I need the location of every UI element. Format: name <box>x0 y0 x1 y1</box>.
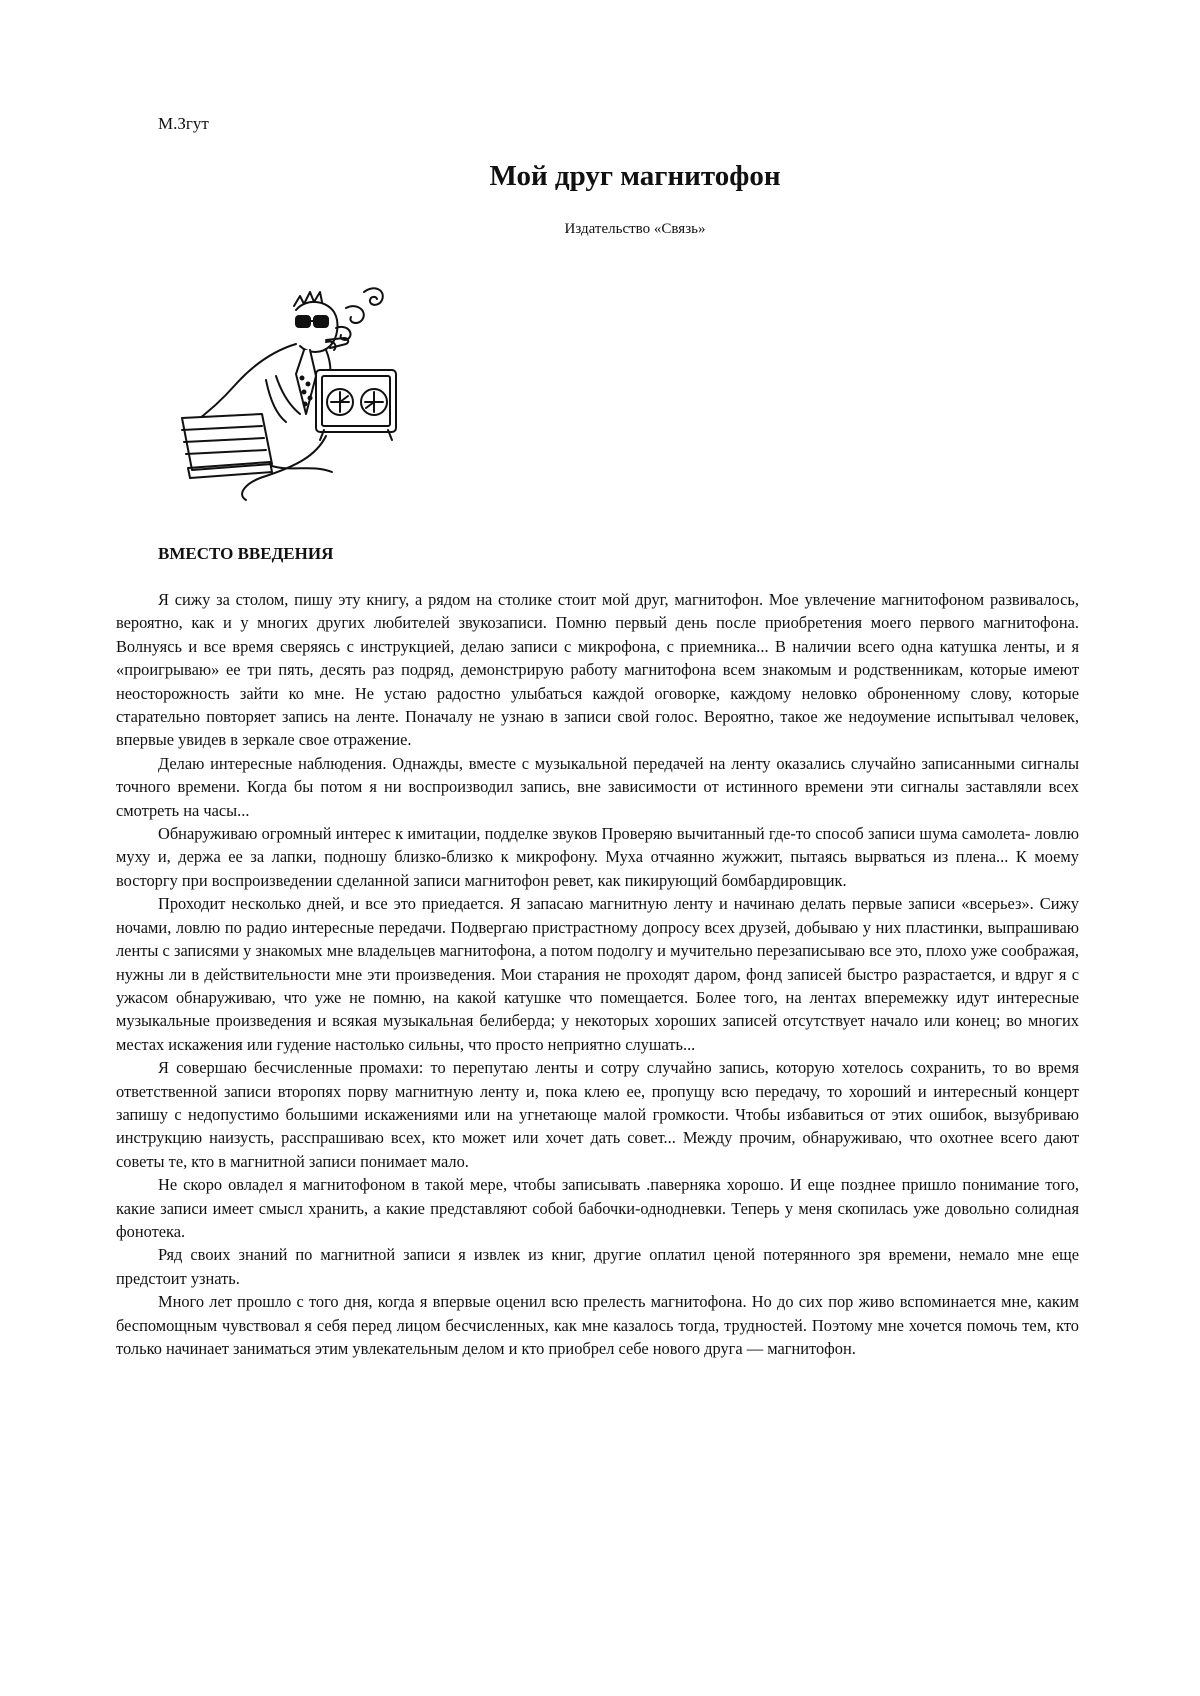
paragraph: Обнаруживаю огромный интерес к имитации, подделке звуков Проверяю вычитанный где-то способ записи шума самолета- ловлю муху и, держа ее за лапки, подношу близко-близко к микрофону. Муха отчаянно жужжит, пытаясь вырваться из плена... К моему восторгу при воспроизведении сделанной записи магнитофон ревет, как пикирующий бомбардировщик. <box>116 824 1079 890</box>
section-heading: ВМЕСТО ВВЕДЕНИЯ <box>158 544 334 563</box>
man-with-tape-recorder-illustration <box>176 280 416 506</box>
paragraph: Я сижу за столом, пишу эту книгу, а рядом на столике стоит мой друг, магнитофон. Мое увлечение магнитофоном развивалось, вероятно, как и у многих других любителей звукозаписи. Помню первый день после приобретения моего первого магнитофона. Волнуясь и все время сверяясь с инструкцией, делаю записи с микрофона, с приемника... В наличии всего одна катушка ленты, и я «проигрываю» ее три пять, десять раз подряд, демонстрирую работу магнитофона всем знакомым и родственникам, которые имеют неосторожность зайти ко мне. Не устаю радостно улыбаться каждой оговорке, каждому неловко оброненному слову, которые старательно повторяет запись на ленте. Поначалу не узнаю в записи свой голос. Вероятно, такое же недоумение испытывал человек, впервые увидев в зеркале свое отражение. <box>116 590 1079 750</box>
paragraph: Проходит несколько дней, и все это приедается. Я запасаю магнитную ленту и начинаю делать первые записи «всерьез». Сижу ночами, ловлю по радио интересные передачи. Подвергаю пристрастному допросу всех друзей, добываю у них пластинки, выпрашиваю ленты с записями у знакомых мне владельцев магнитофона, а потом подолгу и мучительно перезаписываю все это, плохо уже соображая, нужны ли в действительности мне эти произведения. Мои старания не проходят даром, фонд записей быстро разрастается, и вдруг я с ужасом обнаруживаю, что уже не помню, на какой катушке что помещается. Более того, на лентах вперемежку идут интересные музыкальные произведения и всякая музыкальная белиберда; у некоторых хороших записей отсутствует начало или конец; во многих местах искажения или гудение настолько сильны, что просто неприятно слушать... <box>116 894 1079 1054</box>
paragraph: Много лет прошло с того дня, когда я впервые оценил всю прелесть магнитофона. Но до сих пор живо вспоминается мне, каким беспомощным чувствовал я себя перед лицом бесчисленных, как мне казалось тогда, трудностей. Поэтому мне хочется помочь тем, кто только начинает заниматься этим увлекательным делом и кто приобрел себе нового друга — магнитофон. <box>116 1292 1079 1358</box>
publisher-line: Издательство «Связь» <box>564 221 706 237</box>
author-name: М.Згут <box>158 114 209 133</box>
paragraph: Я совершаю бесчисленные промахи: то перепутаю ленты и сотру случайно запись, которую хотелось сохранить, то во время ответственной записи второпях порву магнитную ленту и, пока клею ее, пропущу всю передачу, то хороший и интересный концерт запишу с недопустимо большими искажениями или на угнетающе малой громкости. Чтобы избавиться от этих ошибок, вызубриваю инструкцию наизусть, расспрашиваю всех, кто может или хочет дать совет... Между прочим, обнаруживаю, что охотнее всего дают советы те, кто в магнитной записи понимает мало. <box>116 1058 1079 1171</box>
body-text <box>116 588 1079 1360</box>
paragraph: Ряд своих знаний по магнитной записи я извлек из книг, другие оплатил ценой потерянного зря времени, немало мне еще предстоит узнать. <box>116 1245 1079 1288</box>
page-title: Мой друг магнитофон <box>489 160 781 192</box>
paragraph: Делаю интересные наблюдения. Однажды, вместе с музыкальной передачей на ленту оказались случайно записанными сигналы точного времени. Когда бы потом я ни воспроизводил запись, вне зависимости от истинного времени эти сигналы заставляли всех смотреть на часы... <box>116 753 1079 820</box>
paragraph: Не скоро овладел я магнитофоном в такой мере, чтобы записывать .паверняка хорошо. И еще позднее пришло понимание того, какие записи имеет смысл хранить, а какие представляют собой бабочки-однодневки. Теперь у меня скопилась уже довольно солидная фонотека. <box>116 1175 1079 1241</box>
